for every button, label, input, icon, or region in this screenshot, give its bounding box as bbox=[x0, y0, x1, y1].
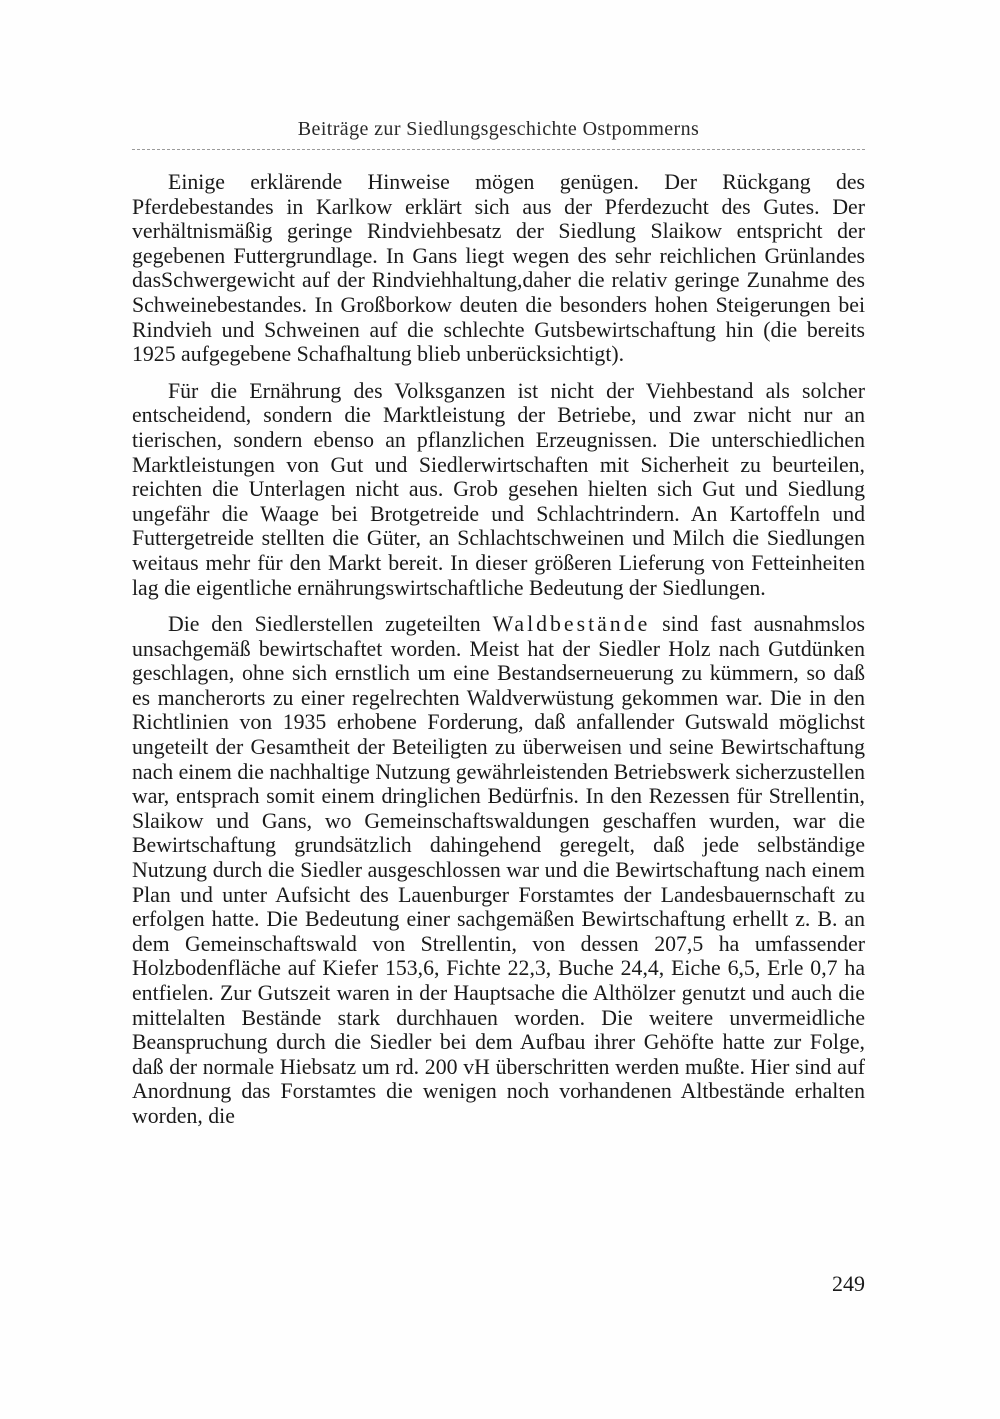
paragraph-market-performance: Für die Ernährung des Volksganzen ist nicht der Viehbestand als solcher entscheidend, sondern die Marktleistung der Betriebe, und zwar nicht nur an tierischen, sondern ebenso an pflanzlichen Erzeugnissen. Die unterschiedlichen Marktleistungen von Gut und Siedlerwirtschaften mit Sicherheit zu beurteilen, reichten die Unterlagen nicht aus. Grob gesehen hielten sich Gut und Siedlung ungefähr die Waage bei Brotgetreide und Schlachtrindern. An Kartoffeln und Futtergetreide stellten die Güter, an Schlachtschweinen und Milch die Siedlungen weitaus mehr für den Markt bereit. In dieser größeren Lieferung von Fetteinheiten lag die eigentliche ernährungswirtschaftliche Bedeutung der Siedlungen. bbox=[132, 378, 865, 600]
paragraph-livestock-notes: Einige erklärende Hinweise mögen genügen. Der Rückgang des Pferdebestandes in Karlkow erklärt sich aus der Pferdezucht des Gutes. Der verhältnismäßig geringe Rindviehbesatz der Siedlung Slaikow entspricht der gegebenen Futtergrundlage. In Gans liegt wegen des sehr reichlichen Grünlandes dasSchwergewicht auf der Rindviehhaltung,daher die relativ geringe Zunahme des Schweinebestandes. In Großborkow deuten die besonders hohen Steigerungen bei Rindvieh und Schweinen auf die schlechte Gutsbewirtschaftung hin (die bereits 1925 aufgegebene Schafhaltung blieb unberücksichtigt). bbox=[132, 170, 865, 367]
forest-paragraph-body: sind fast ausnahmslos unsachgemäß bewirtschaftet worden. Meist hat der Siedler Holz nach Gutdünken geschlagen, ohne sich ernstlich um eine Bestandserneuerung zu kümmern, so daß es mancherorts zu einer regelrechten Waldverwüstung gekommen war. Die in den Richtlinien von 1935 erhobene Forderung, daß anfallender Gutswald möglichst ungeteilt der Gesamtheit der Beteiligten zu überweisen und seine Bewirtschaftung nach einem die nachhaltige Nutzung gewährleistenden Betriebswerk sicherzustellen war, entsprach somit einem dringlichen Bedürfnis. In den Rezessen für Strellentin, Slaikow und Gans, wo Gemeinschaftswaldungen geschaffen wurden, war die Bewirtschaftung grundsätzlich dahingehend geregelt, daß jede selbständige Nutzung durch die Siedler ausgeschlossen war und die Bewirtschaftung nach einem Plan und unter Aufsicht des Lauenburger Forstamtes der Landesbauernschaft zu erfolgen hatte. Die Bedeutung einer sachgemäßen Bewirtschaftung erhellt z. B. an dem Gemeinschaftswald von Strellentin, von dessen 207,5 ha umfassender Holzbodenfläche auf Kiefer 153,6, Fichte 22,3, Buche 24,4, Eiche 6,5, Erle 0,7 ha entfielen. Zur Gutszeit waren in der Hauptsache die Althölzer genutzt und auch die mittelalten Bestände stark durchhauen worden. Die weitere unvermeidliche Beanspruchung durch die Siedler bei dem Aufbau ihrer Gehöfte hatte zur Folge, daß der normale Hiebsatz um rd. 200 vH überschritten werden mußte. Hier sind auf Anordnung das Forstamtes die wenigen noch vorhandenen Altbestände erhalten worden, die bbox=[132, 612, 866, 1128]
running-header-title: Beiträge zur Siedlungsgeschichte Ostpommerns bbox=[297, 118, 700, 140]
paragraph-forest-stands bbox=[132, 612, 865, 1128]
forest-emphasis-term: Waldbestände bbox=[492, 612, 651, 637]
header-rule bbox=[132, 149, 865, 150]
page-number: 249 bbox=[832, 1271, 865, 1296]
main-text-block bbox=[132, 170, 865, 1129]
forest-paragraph-lead: Die den Siedlerstellen zugeteilten bbox=[168, 612, 493, 637]
